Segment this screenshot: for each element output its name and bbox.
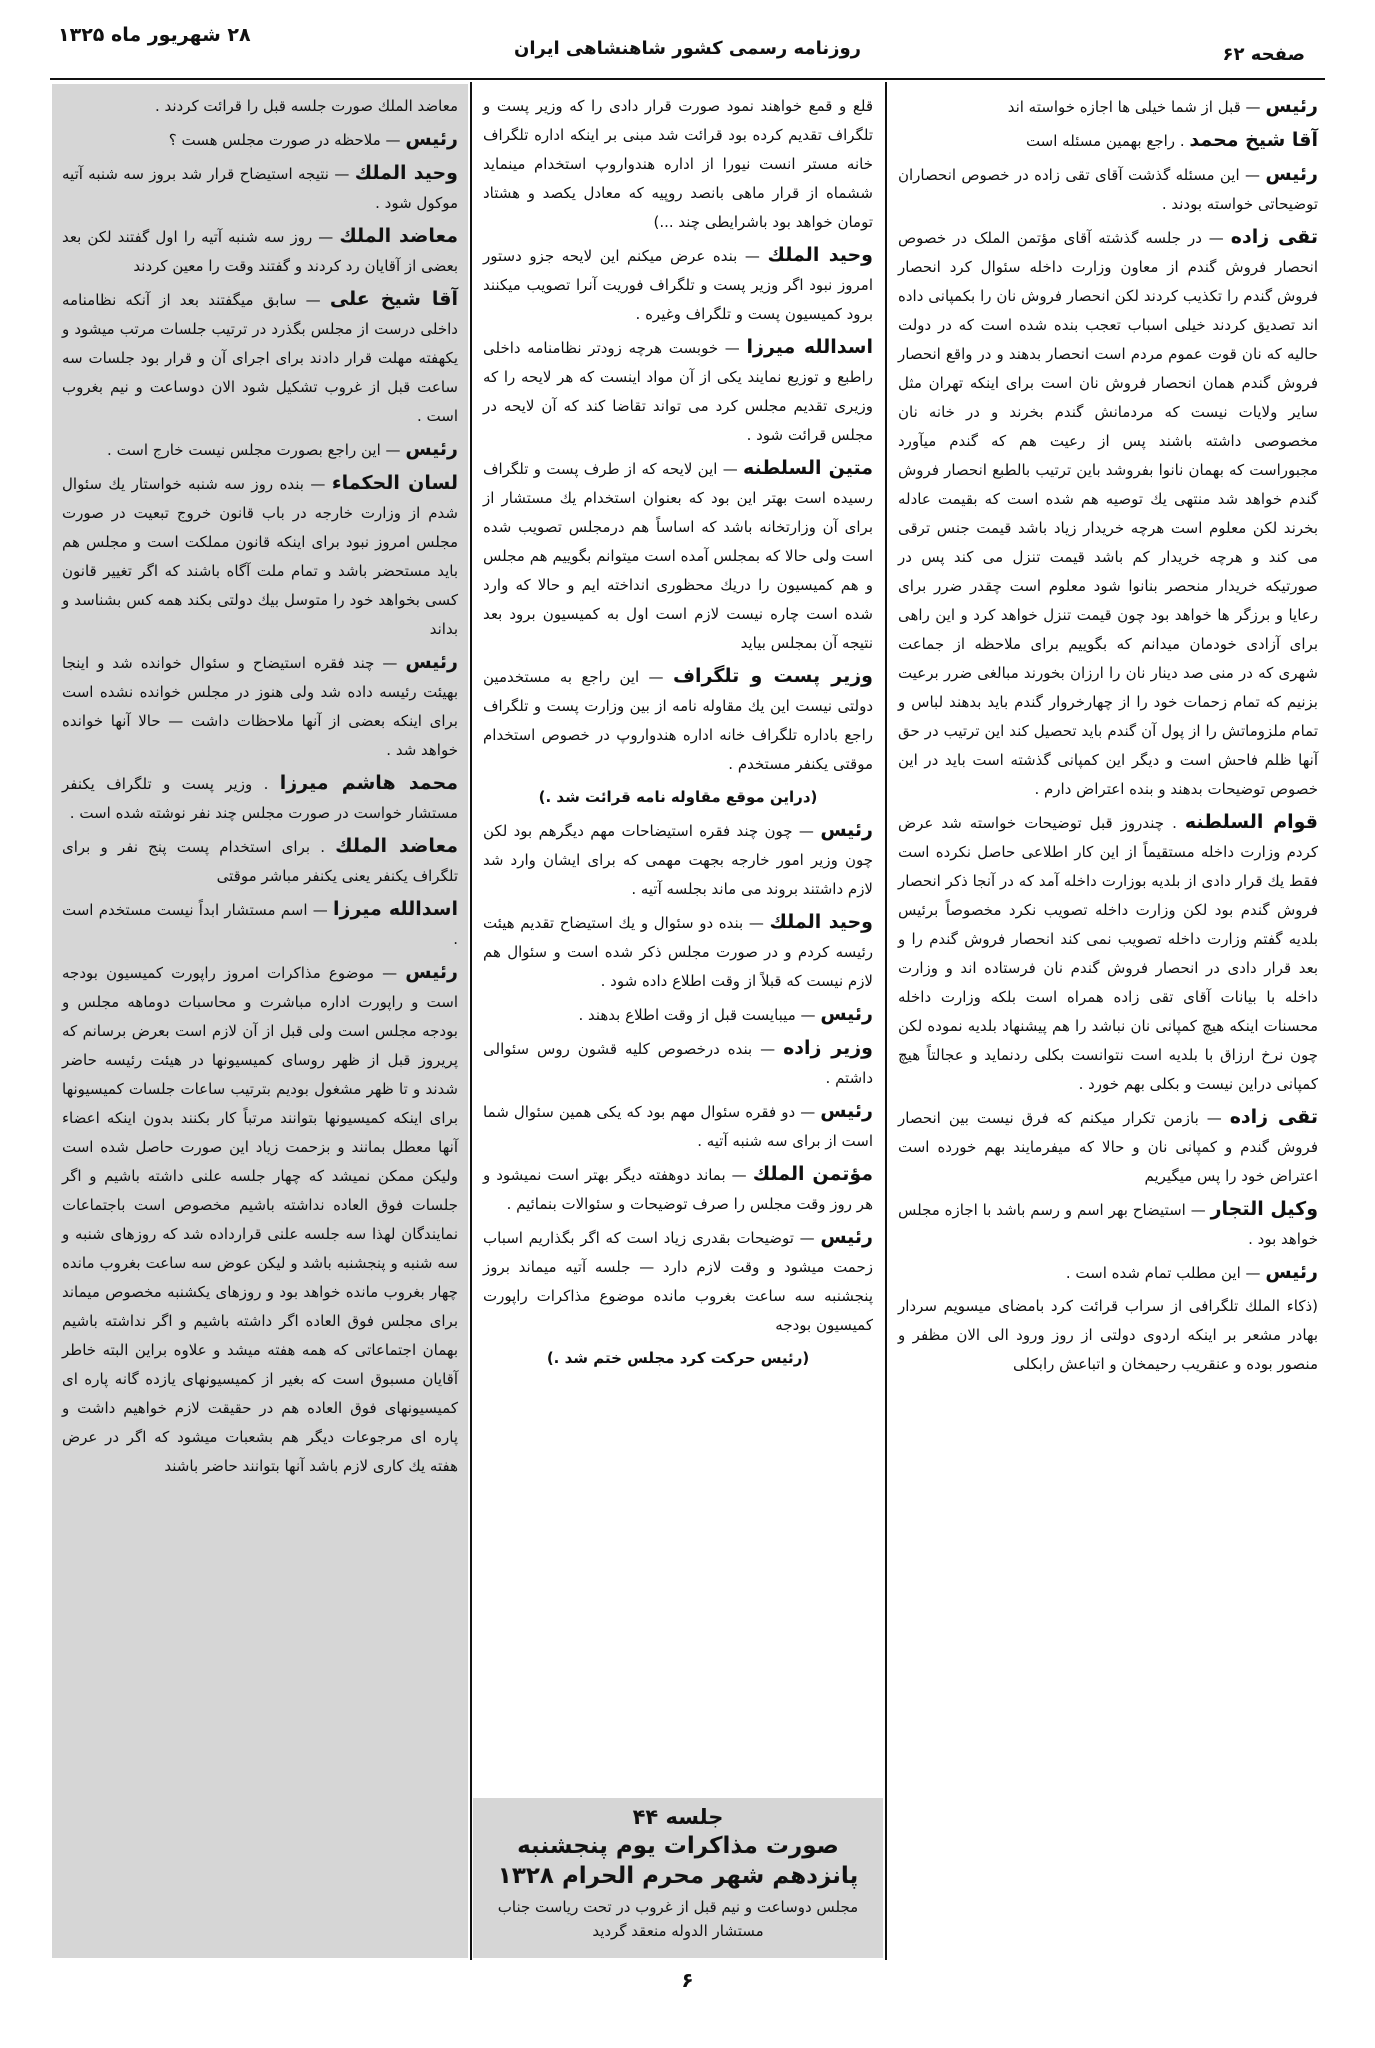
speaker-name: مؤتمن الملك <box>752 1163 874 1185</box>
speech-paragraph <box>898 1292 1318 1379</box>
speaker-name: قوام السلطنه <box>1184 811 1318 833</box>
speaker-name: رئیس <box>820 1003 873 1025</box>
speaker-name: آقا شیخ علی <box>329 288 458 310</box>
speech-paragraph <box>898 223 1318 804</box>
speech-text: (ذکاء الملك تلگرافی از سراب قرائت کرد بامضای میسویم سردار بهادر مشعر بر اینکه اردوی دولتی از روز ورود الی الان مظفر و منصور بوده و عنقریب رحیمخان و اتباعش رابکلی <box>898 1297 1318 1373</box>
speech-paragraph <box>898 92 1318 122</box>
speech-paragraph <box>483 1097 873 1156</box>
speech-paragraph <box>483 1160 873 1219</box>
speaker-name: محمد هاشم میرزا <box>279 772 458 794</box>
speech-paragraph <box>483 908 873 996</box>
speech-paragraph <box>483 241 873 329</box>
speech-paragraph <box>62 769 458 828</box>
speech-text: — قبل از شما خیلی ها اجازه خواسته اند <box>1007 98 1261 116</box>
speaker-name: آقا شیخ محمد <box>1189 129 1318 151</box>
speech-text: . وزیر پست و تلگراف یکنفر مستشار خواست در صورت مجلس چند نفر نوشته شده است . <box>62 775 458 822</box>
speech-paragraph <box>62 125 458 155</box>
speech-text: — نتیجه استیضاح قرار شد بروز سه شنبه آتیه موکول شود . <box>62 165 458 212</box>
speech-paragraph <box>62 92 458 121</box>
speech-paragraph <box>483 454 873 658</box>
speaker-name: اسدالله میرزا <box>333 898 458 920</box>
column-middle <box>473 84 883 1796</box>
speech-text: — بماند دوهفته دیگر بهتر است نمیشود و هر روز وقت مجلس را صرف توضیحات و سئوالات بنمائیم . <box>483 1166 873 1213</box>
speaker-name: رئیس <box>1265 163 1318 185</box>
speech-text: — روز سه شنبه آتیه را اول گفتند لکن بعد بعضی از آقایان رد کردند و گفتند وقت را معین کردند <box>62 228 458 275</box>
speaker-name: رئیس <box>820 1100 873 1122</box>
speech-text: — اسم مستشار ابداً نیست مستخدم است . <box>62 901 458 948</box>
speech-text: — این راجع به مستخدمین دولتی نیست این یك مقاوله نامه از بین وزارت پست و تلگراف راجع باداره تلگراف خانه اداره هندواروپ در خصوص استخدام موقتی یکنفر مستخدم . <box>483 668 873 773</box>
speech-text: قلع و قمع خواهند نمود صورت قرار دادی را که وزیر پست و تلگراف تقدیم کرده بود قرائت شد مبنی بر اینکه اداره تلگراف خانه مستر انست نیورا از اداره هندواروپ استخدام مینماید ششماه از قرار ماهی بانصد روپیه که معادل یکصد و هشتاد تومان خواهد بود باشرایطی چند ...) <box>483 97 873 231</box>
speech-text: (رئیس حرکت کرد مجلس ختم شد .) <box>546 1349 810 1367</box>
speech-text: — موضوع مذاکرات امروز راپورت کمیسیون بودجه است و راپورت اداره مباشرت و محاسبات دوماهه مجلس و بودجه مجلس است ولی قبل از آن لازم است بعرض برسانم که پریروز قبل از ظهر روسای کمیسیونها در هیئت رئیسه حاضر شدند و تا ظهر مشغول بودیم بترتیب ساعات جلسات کمیسیونها برای اینکه کمیسیونها بتوانند مرتباً کار بکنند بدون اینکه اعضاء آنها معطل بمانند و بزحمت زیاد این صورت حاصل شده است ولیکن ممکن نمیشد که چهار جلسه علنی داشته باشیم و اگر جلسات فوق العاده نداشته باشیم مخصوص است باجتماعات نمایندگان لهذا سه جلسه علنی قرارداده شد که روزهای شنبه و سه شنبه و پنجشنبه باشد و لیکن عوض سه ساعت بغروب مانده چهار بغروب مانده خواهد بود و روزهای یکشنبه مخصوص میماند برای مجلس فوق العاده اگر داشته باشیم و اگر نداشته باشیم بهمان اجتماعاتی که همه هفته میشد و علاوه براین البته خاطر آقایان مسبوق است که بغیر از کمیسیونهای یازده گانه پاره ای کمیسیونهای فوق العاده هم در حقیقت لازم خواهیم داشت و پاره ای مرجوعات دیگر هم بشعبات میشود که اگر در عرض هفته یك کاری لازم باشد آنها بتوانند حاضر باشند <box>62 964 458 1475</box>
speech-text: . چندروز قبل توضیحات خواسته شد عرض کردم وزارت داخله مستقیماً از این کار اطلاعی حاصل نکرده است فقط یك قرار دادی از بلدیه بوزارت داخله آمد که در آنجا ذکر انحصار فروش گندم بود لکن وزارت داخله تصویب نکرد مخصوصاً برئیس بلدیه گفتم وزارت داخله تصویب نمی کند انحصار فروش گندم را و بعد قرار دادی در انحصار فروش گندم نان فرستاده اند و وزارت داخله با بیانات آقای تقی زاده همراه است بلکه وزارت داخله محسنات اینکه هیچ کمپانی نان نباشد را هم پیشنهاد بلدیه نموده لکن چون نرخ ارزاق با بلدیه است نتوانست بکلی ردنماید و عجالتاً هیچ کمپانی دراین نیست و بکلی بهم خورد . <box>898 814 1318 1093</box>
speaker-name: وزیر پست و تلگراف <box>672 665 873 687</box>
speech-text: — توضیحات بقدری زیاد است که اگر بگذاریم اسباب زحمت میشود و وقت لازم دارد — جلسه آتیه میماند بروز پنجشنبه سه ساعت بغروب مانده موضوع مذاکرات راپورت کمیسیون بودجه <box>483 1229 873 1334</box>
speaker-name: لسان الحکماء <box>331 472 458 494</box>
speech-paragraph <box>898 808 1318 1099</box>
speech-paragraph <box>483 1034 873 1093</box>
speech-paragraph <box>62 895 458 954</box>
speech-paragraph <box>483 662 873 779</box>
speaker-name: رئیس <box>820 819 873 841</box>
speech-text: — ملاحظه در صورت مجلس هست ؟ <box>168 131 401 149</box>
speaker-name: وکیل التجار <box>1210 1198 1319 1220</box>
column-left <box>52 84 468 1958</box>
speech-paragraph <box>898 160 1318 219</box>
speaker-name: متین السلطنه <box>742 457 873 479</box>
speech-text: — دو فقره سئوال مهم بود که یکی همین سئوال شما است از برای سه شنبه آتیه . <box>483 1103 873 1150</box>
speech-text: — این لایحه که از طرف پست و تلگراف رسیده است بهتر این بود که بعنوان استخدام یك مستشار از برای آن وزارتخانه باشد که اساساً هم درمجلس تصویب شده است ولی حالا که بمجلس آمده است میتوانم بگوییم هم مجلس و هم کمیسیون را دریك محظوری انداخته ایم و حالا که وارد شده است چاره نیست لازم است اول به کمیسیون برود بعد نتیجه آن بمجلس بیاید <box>483 460 873 652</box>
speech-text: . برای استخدام پست پنج نفر و برای تلگراف یکنفر یعنی یکنفر مباشر موقتی <box>62 838 458 885</box>
header-divider <box>50 78 1325 80</box>
speech-text: — در جلسه گذشته آقای مؤتمن الملک در خصوص انحصار فروش گندم از معاون وزارت داخله سئوال کرد انحصار فروش گندم را تکذیب کردند لکن انحصار فروش نان را بکمپانی داده اند تصدیق کردند خیلی اسباب تعجب بنده شده است که در دولت حالیه که نان قوت عموم مردم است انحصار بدهند و در واقع انحصار فروش گندم همان انحصار فروش نان است برای اینکه تهران مثل سایر ولایات نیست که مردمانش گندم بخرند و در خانه نان مخصوصی داشته باشند پس از رعیت هم که گندم میآورد مجبوراست که بهمان نانوا بفروشد باین ترتیب بالطبع انحصار فروش گندم خواهد شد منتهی یك توصیه هم شده است که بقیمت عادله بخرند لکن معلوم است هرچه خریدار زیاد باشد قیمت جنس ترقی می کند و هرچه خریدار کم باشد قیمت تنزل می کند پس در صورتیکه خریدار منحصر بنانوا شود معلوم است چقدر ضرر برای رعایا و برزگر ها خواهد بود چون قیمت تنزل خواهد کرد و این راهی برای آزادی خودمان میدانم که بگوییم برای ملاحظه از جماعت شهری که در منی صد دینار نان را ارزان بخورند مبالغی ضرر برعیت بزنیم که تمام زحمات خود را از چهارخروار گندم باید بدهند لباس و تمام ملزوماتش را از پول آن گندم باید تحصیل کند این ترتیب در حق آنها ظلم فاحش است و دیگر این کمپانی گذشته است باید در این خصوص توضیحات بدهند و بنده اعتراض دارم . <box>898 229 1318 798</box>
speech-text: — میبایست قبل از وقت اطلاع بدهند . <box>578 1006 816 1024</box>
speech-text: — بنده درخصوص کلیه قشون روس سئوالی داشتم . <box>483 1040 873 1087</box>
speech-paragraph <box>62 159 458 218</box>
editorial-note <box>483 1344 873 1373</box>
speech-text: — بنده روز سه شنبه خواستار یك سئوال شدم از وزارت خارجه در باب قانون خروج تبعیت در صورت مجلس امروز نبود برای اینکه قانون مملکت است و مجلس هم باید مستحضر باشد و تمام ملت آگاه باشند که اگر تغییر قانون کسی بخواهد خود را متوسل بیك دولتی بکند همه کس بشناسد و بداند <box>62 475 458 638</box>
speech-text: — این مسئله گذشت آقای تقی زاده در خصوص انحصاران توضیحاتی خواسته بودند . <box>898 166 1318 213</box>
session-opening: مجلس دوساعت و نیم قبل از غروب در تحت ریاست جناب مستشار الدوله منعقد گردید <box>497 1898 859 1940</box>
speech-paragraph <box>483 816 873 904</box>
speech-text: . راجع بهمین مسئله است <box>1025 132 1185 150</box>
speech-paragraph <box>62 469 458 644</box>
column-right <box>888 84 1328 1958</box>
speech-text: — بنده عرض میکنم این لایحه جزو دستور امروز نبود اگر وزیر پست و تلگراف فوریت آنرا تصویب میکنند برود کمیسیون پست و تلگراف وغیره . <box>483 247 873 323</box>
speech-text: — خوبست هرچه زودتر نظامنامه داخلی راطبع و توزیع نمایند یکی از آن مواد اینست که هر لایحه را که وزیری تقدیم مجلس کرد می تواند تقاضا کند که آن لایحه در مجلس قرائت شود . <box>483 339 873 444</box>
speaker-name: اسدالله میرزا <box>746 336 873 358</box>
speaker-name: رئیس <box>405 128 458 150</box>
speech-paragraph <box>62 958 458 1481</box>
speaker-name: رئیس <box>405 651 458 673</box>
session-number: جلسه ۴۴ <box>632 1805 724 1829</box>
speaker-name: وحید الملك <box>354 162 458 184</box>
speech-text: — این مطلب تمام شده است . <box>1065 1264 1261 1282</box>
speech-paragraph <box>62 222 458 281</box>
speech-paragraph <box>483 1000 873 1030</box>
speech-text: — چند فقره استیضاح و سئوال خوانده شد و اینجا بهیئت رئیسه داده شد ولی هنوز در مجلس خوانده نشده است برای اینکه بعضی از آنها ملاحظات داشت — حالا آنها خوانده خواهد شد . <box>62 654 458 759</box>
speech-paragraph <box>898 126 1318 156</box>
session-heading-box <box>473 1798 883 1958</box>
speech-text: — بنده دو سئوال و یك استیضاح تقدیم هیئت رئیسه کردم و در صورت مجلس ذکر شده است و سئوال هم لازم نیست که قبلاً از وقت اطلاع داده شود . <box>483 914 873 990</box>
speech-paragraph <box>62 832 458 891</box>
speaker-name: رئیس <box>405 961 458 983</box>
issue-date: ۲۸ شهریور ماه ۱۳۲۵ <box>58 24 251 46</box>
speaker-name: وزیر زاده <box>783 1037 873 1059</box>
speech-paragraph <box>483 1223 873 1340</box>
column-divider-right <box>885 82 887 1960</box>
speaker-name: رئیس <box>1265 1261 1318 1283</box>
speech-paragraph <box>898 1195 1318 1254</box>
speech-text: — استیضاح بهر اسم و رسم باشد با اجازه مجلس خواهد بود . <box>898 1201 1318 1248</box>
speech-paragraph <box>898 1103 1318 1191</box>
gazette-title: روزنامه رسمی کشور شاهنشاهی ایران <box>513 38 862 59</box>
speaker-name: وحید الملك <box>767 244 873 266</box>
speech-paragraph <box>62 285 458 431</box>
speaker-name: رئیس <box>820 1226 873 1248</box>
speaker-name: رئیس <box>1265 95 1318 117</box>
speaker-name: وحید الملك <box>769 911 873 933</box>
page-label: صفحه ۶۲ <box>1222 44 1305 65</box>
speech-paragraph <box>898 1258 1318 1288</box>
speaker-name: معاضد الملك <box>335 835 458 857</box>
speech-text: — چون چند فقره استیضاحات مهم دیگرهم بود لکن چون وزیر امور خارجه بجهت مهمی که برای ایشان وارد شد لازم داشتند بروند می ماند بجلسه آتیه . <box>483 822 873 898</box>
speech-text: — این راجع بصورت مجلس نیست خارج است . <box>107 441 401 459</box>
speech-text: معاضد الملك صورت جلسه قبل را قرائت کردند . <box>154 97 458 115</box>
column-divider-left <box>470 82 472 1960</box>
speech-paragraph <box>483 92 873 237</box>
speaker-name: تقی زاده <box>1230 226 1318 248</box>
speaker-name: معاضد الملك <box>339 225 458 247</box>
speech-paragraph <box>62 648 458 765</box>
editorial-note <box>483 783 873 812</box>
speech-text: (دراین موقع مقاوله نامه قرائت شد .) <box>538 788 818 806</box>
session-title: صورت مذاکرات یوم پنجشنبه پانزدهم شهر محرم الحرام ۱۳۲۸ <box>497 1833 859 1889</box>
speech-paragraph <box>483 333 873 450</box>
speaker-name: رئیس <box>405 438 458 460</box>
page-number: ۶ <box>681 1968 694 1992</box>
speech-text: — سابق میگفتند بعد از آنکه نظامنامه داخلی درست از مجلس بگذرد در ترتیب جلسات مرتب میشود و یکهفته مهلت قرار دادند برای اجرای آن و قرار بود جلسات سه ساعت قبل از غروب تشکیل شود الان دوساعت و نیم بغروب است . <box>62 291 458 425</box>
speech-paragraph <box>62 435 458 465</box>
speaker-name: تقی زاده <box>1229 1106 1318 1128</box>
speech-text: — بازمن تکرار میکنم که فرق نیست بین انحصار فروش گندم و کمپانی نان و حالا که میفرمایند بهم خورده است اعتراض خود را پس میگیریم <box>898 1109 1318 1185</box>
